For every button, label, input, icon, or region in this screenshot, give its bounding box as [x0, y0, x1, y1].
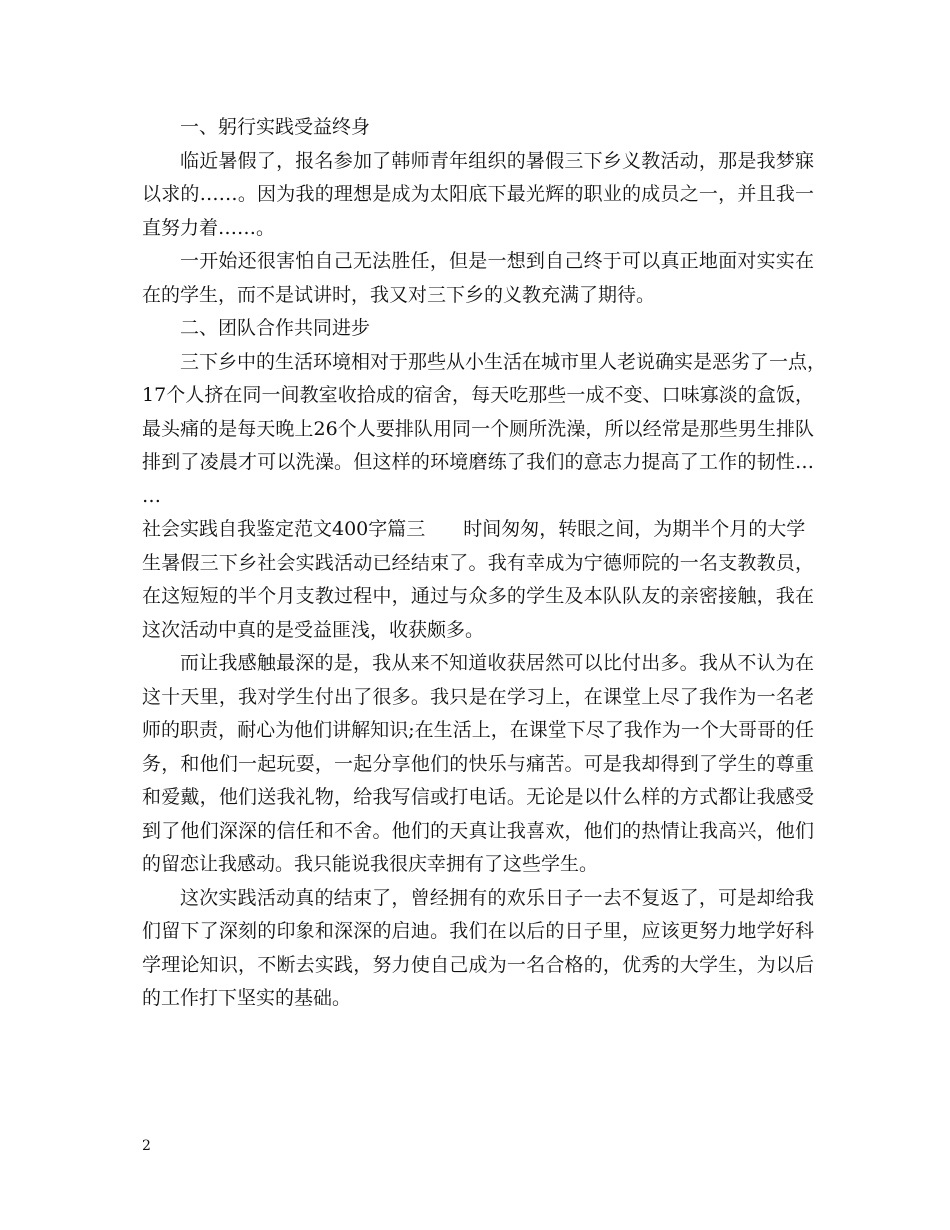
- text-line: [142, 513, 814, 547]
- text-line: 17个人挤在同一间教室收拾成的宿舍，每天吃那些一成不变、口味寡淡的盒饭，: [142, 384, 814, 406]
- document-body: [142, 111, 827, 1016]
- text-line: 一开始还很害怕自己无法胜任，但是一想到自己终于可以真正地面对实实在: [180, 250, 814, 272]
- text-line: 而让我感触最深的是，我从来不知道收获居然可以比付出多。我从不认为在: [180, 652, 814, 674]
- text-line: 生暑假三下乡社会实践活动已经结束了。我有幸成为宁德师院的一名支教教员，: [142, 551, 814, 574]
- text-line: 这次实践活动真的结束了，曾经拥有的欢乐日子一去不复返了，可是却给我: [180, 886, 814, 909]
- text-line: 和爱戴，他们送我礼物，给我写信或打电话。无论是以什么样的方式都让我感受: [142, 786, 814, 808]
- text-line: 学理论知识，不断去实践，努力使自己成为一名合格的，优秀的大学生，为以后: [142, 953, 814, 976]
- text-line: 到了他们深深的信任和不舍。他们的天真让我喜欢，他们的热情让我高兴，他们: [142, 819, 814, 842]
- text-line: 在的学生，而不是试讲时，我又对三下乡的义教充满了期待。: [142, 283, 656, 306]
- text-line: 务，和他们一起玩耍，一起分享他们的快乐与痛苦。可是我却得到了学生的尊重: [142, 752, 814, 775]
- text-line: 排到了凌晨才可以洗澡。但这样的环境磨练了我们的意志力提高了工作的韧性…: [142, 451, 814, 473]
- text-line: 这十天里，我对学生付出了很多。我只是在学习上，在课堂上尽了我作为一名老: [142, 685, 814, 708]
- section-heading: 社会实践自我鉴定范文400字篇三: [142, 518, 426, 540]
- text-line: 二、团队合作共同进步: [180, 317, 371, 339]
- text-line: …: [142, 484, 161, 507]
- text-line: 临近暑假了，报名参加了韩师青年组织的暑假三下乡义教活动，那是我梦寐: [180, 149, 814, 172]
- text-line: 三下乡中的生活环境相对于那些从小生活在城市里人老说确实是恶劣了一点，: [180, 350, 827, 373]
- text-line: 直努力着……。: [142, 216, 276, 239]
- text-line: 以求的……。因为我的理想是成为太阳底下最光辉的职业的成员之一，并且我一: [142, 183, 814, 205]
- page-number: 2: [142, 1138, 151, 1154]
- text-line: 最头痛的是每天晚上26个人要排队用同一个厕所洗澡，所以经常是那些男生排队: [142, 417, 814, 440]
- text-line: 这次活动中真的是受益匪浅，收获颇多。: [142, 618, 485, 641]
- text-line: 的工作打下坚实的基础。: [142, 987, 352, 1009]
- text-line: 一、躬行实践受益终身: [180, 116, 371, 138]
- text-line: 们留下了深刻的印象和深深的启迪。我们在以后的日子里，应该更努力地学好科: [142, 920, 814, 942]
- text-line: 师的职责，耐心为他们讲解知识;在生活上，在课堂下尽了我作为一个大哥哥的任: [142, 719, 814, 741]
- text-line: 在这短短的半个月支教过程中，通过与众多的学生及本队队友的亲密接触，我在: [142, 585, 814, 607]
- paragraph-start: 时间匆匆，转眼之间，为期半个月的大学: [463, 518, 806, 540]
- text-line: 的留恋让我感动。我只能说我很庆幸拥有了这些学生。: [142, 853, 599, 875]
